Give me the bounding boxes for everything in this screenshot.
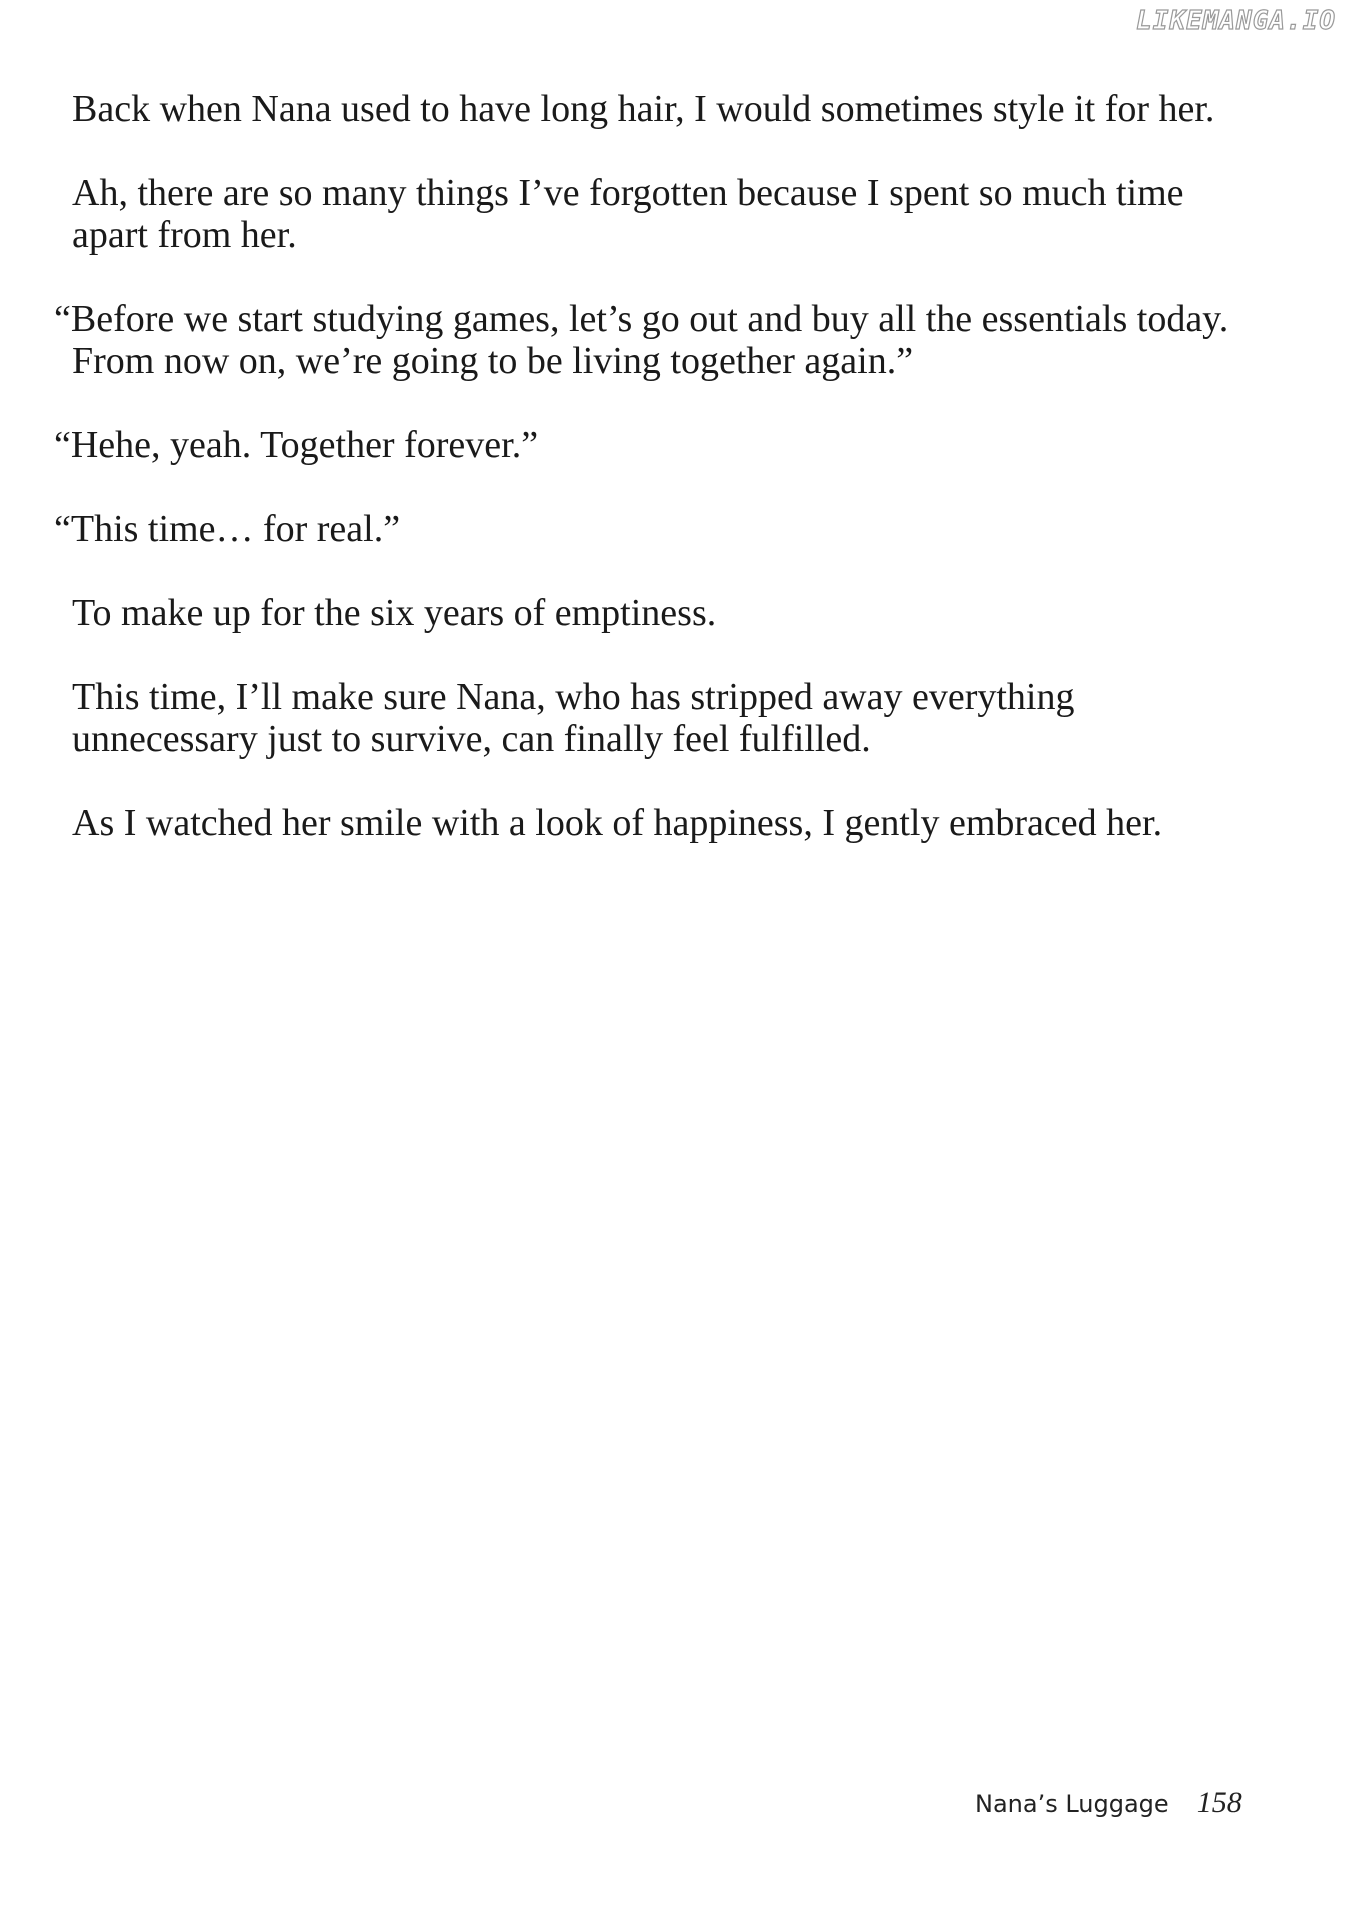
paragraph-5: As I watched her smile with a look of happiness, I gently embraced her. <box>72 802 1163 844</box>
dialogue-1: “Before we start studying games, let’s go out and buy all the essentials today. From now on, we’re going to be living together again.” <box>54 298 1229 382</box>
chapter-title: Nana’s Luggage <box>975 1790 1169 1818</box>
page-footer <box>975 1786 1242 1820</box>
dialogue-2: “Hehe, yeah. Together forever.” <box>54 424 539 466</box>
paragraph-1: Back when Nana used to have long hair, I would sometimes style it for her. <box>72 88 1215 130</box>
page-number: 158 <box>1196 1786 1242 1819</box>
paragraph-4: This time, I’ll make sure Nana, who has stripped away everything unnecessary just to survive, can finally feel fulfilled. <box>72 676 1075 760</box>
dialogue-3: “This time… for real.” <box>54 508 401 550</box>
paragraph-3: To make up for the six years of emptiness. <box>72 592 717 634</box>
watermark: LIKEMANGA.IO <box>1136 6 1336 36</box>
paragraph-2: Ah, there are so many things I’ve forgotten because I spent so much time apart from her. <box>72 172 1184 256</box>
text-body <box>54 88 1302 886</box>
